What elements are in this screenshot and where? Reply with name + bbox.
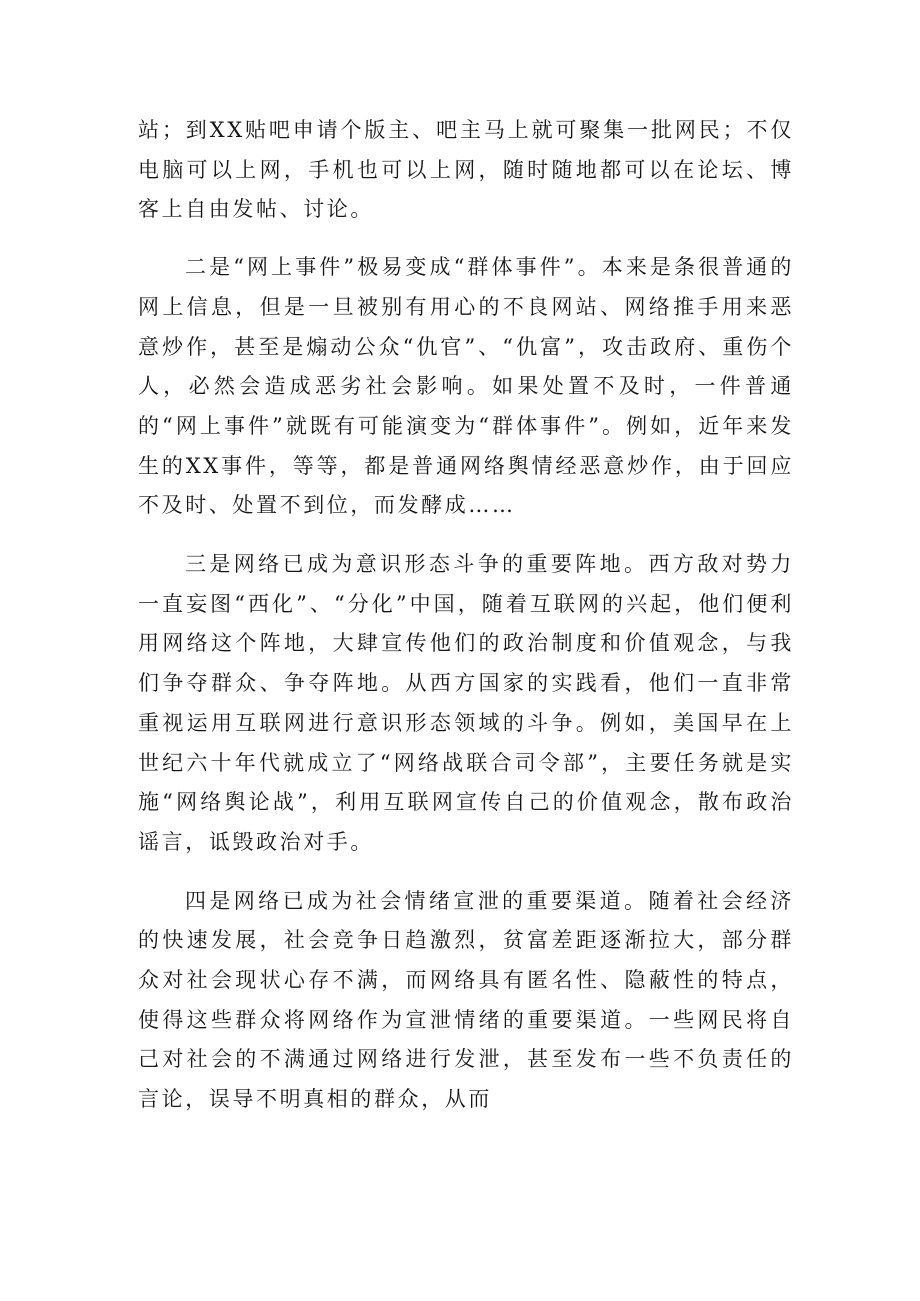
document-body bbox=[138, 111, 794, 1139]
paragraph-point-four: 四是网络已成为社会情绪宣泄的重要渠道。随着社会经济的快速发展，社会竞争日趋激烈，贫富差距逐渐拉大，部分群众对社会现状心存不满，而网络具有匿名性、隐蔽性的特点，使得这些群众将网络作为宣泄情绪的重要渠道。一些网民将自己对社会的不满通过网络进行发泄，甚至发布一些不负责任的言论，误导不明真相的群众，从而 bbox=[138, 888, 794, 1112]
paragraph-continued: 站；到XX贴吧申请个版主、吧主马上就可聚集一批网民；不仅电脑可以上网，手机也可以上网，随时随地都可以在论坛、博客上自由发帖、讨论。 bbox=[138, 118, 794, 222]
paragraph-point-two: 二是“网上事件”极易变成“群体事件”。本来是条很普通的网上信息，但是一旦被别有用心的不良网站、网络推手用来恶意炒作，甚至是煽动公众“仇官”、“仇富”，攻击政府、重伤个人，必然会造成恶劣社会影响。如果处置不及时，一件普通的“网上事件”就既有可能演变为“群体事件”。例如，近年来发生的XX事件，等等，都是普通网络舆情经恶意炒作，由于回应不及时、处置不到位，而发酵成…… bbox=[138, 255, 794, 518]
paragraph-point-three: 三是网络已成为意识形态斗争的重要阵地。西方敌对势力一直妄图“西化”、“分化”中国，随着互联网的兴起，他们便利用网络这个阵地，大肆宣传他们的政治制度和价值观念，与我们争夺群众、争夺阵地。从西方国家的实践看，他们一直非常重视运用互联网进行意识形态领域的斗争。例如，美国早在上世纪六十年代就成立了“网络战联合司令部”，主要任务就是实施“网络舆论战”，利用互联网宣传自己的价值观念，散布政治谣言，诋毁政治对手。 bbox=[138, 552, 794, 854]
